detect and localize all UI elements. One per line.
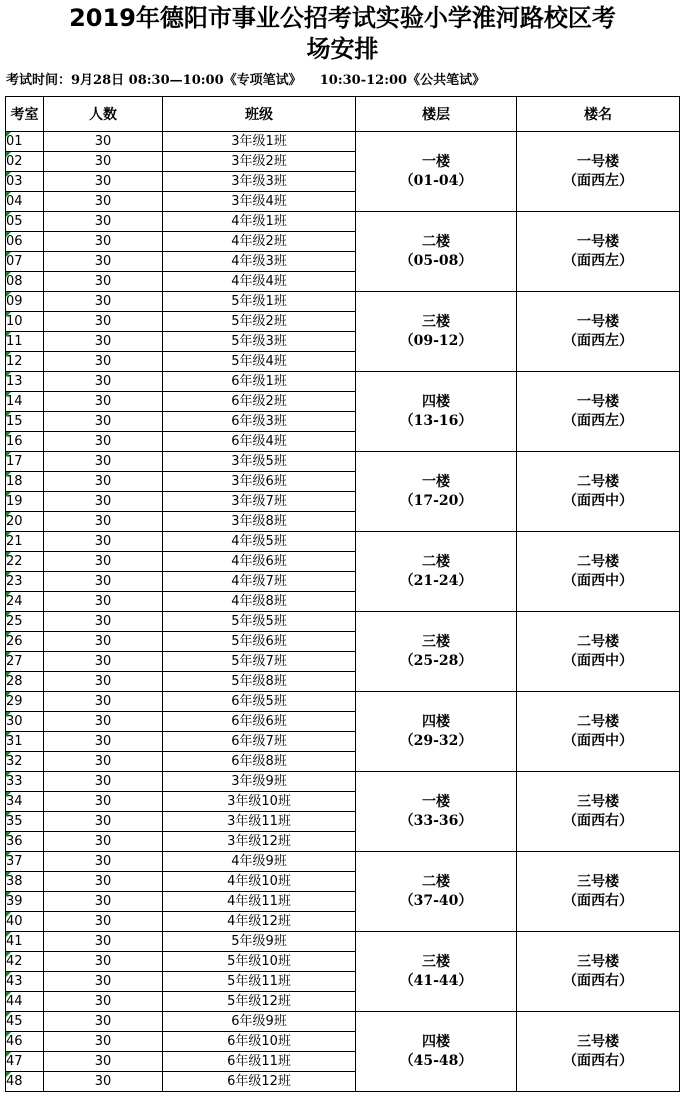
building-side: （面西左） [563,332,633,349]
count-cell: 30 [44,872,163,892]
room-cell: 05 [6,212,44,232]
class-cell: 3年级2班 [163,152,356,172]
table-row [6,612,680,632]
class-cell: 5年级7班 [163,652,356,672]
class-cell: 5年级4班 [163,352,356,372]
room-cell: 47 [6,1052,44,1072]
building-name: 一号楼 [577,233,619,250]
floor-cell [356,452,517,532]
room-cell: 12 [6,352,44,372]
class-cell: 4年级1班 [163,212,356,232]
class-cell: 5年级12班 [163,992,356,1012]
floor-cell [356,852,517,932]
building-name: 二号楼 [577,633,619,650]
count-cell: 30 [44,312,163,332]
count-cell: 30 [44,272,163,292]
class-cell: 3年级5班 [163,452,356,472]
table-row [6,852,680,872]
page-title [0,0,685,65]
room-cell: 39 [6,892,44,912]
room-cell: 48 [6,1072,44,1092]
title-line-1: 2019年德阳市事业公招考试实验小学淮河路校区考 [69,4,616,32]
room-cell: 45 [6,1012,44,1032]
class-cell: 6年级5班 [163,692,356,712]
class-cell: 6年级9班 [163,1012,356,1032]
table-row [6,532,680,552]
floor-cell [356,1012,517,1092]
count-cell: 30 [44,472,163,492]
count-cell: 30 [44,692,163,712]
class-cell: 4年级3班 [163,252,356,272]
floor-label: 三楼 [422,633,450,650]
room-cell: 23 [6,572,44,592]
count-cell: 30 [44,952,163,972]
room-cell: 01 [6,132,44,152]
class-cell: 6年级4班 [163,432,356,452]
building-side: （面西中） [563,572,633,589]
room-cell: 22 [6,552,44,572]
header-room: 考室 [6,97,44,132]
room-cell: 33 [6,772,44,792]
room-cell: 34 [6,792,44,812]
header-count: 人数 [44,97,163,132]
room-range: （01-04） [399,172,473,189]
room-range: （33-36） [399,812,473,829]
room-cell: 08 [6,272,44,292]
count-cell: 30 [44,592,163,612]
count-cell: 30 [44,632,163,652]
exam-arrangement-table [5,96,680,1092]
exam-time: 考试时间：9月28日 08:30—10:00《专项笔试》 10:30-12:00《公共笔试》 [6,73,486,88]
count-cell: 30 [44,552,163,572]
count-cell: 30 [44,232,163,252]
room-range: （41-44） [399,972,473,989]
count-cell: 30 [44,772,163,792]
room-range: （17-20） [399,492,473,509]
class-cell: 6年级2班 [163,392,356,412]
building-side: （面西右） [563,892,633,909]
room-cell: 42 [6,952,44,972]
class-cell: 5年级6班 [163,632,356,652]
floor-cell [356,212,517,292]
building-name: 一号楼 [577,153,619,170]
header-building: 楼名 [517,97,680,132]
class-cell: 5年级11班 [163,972,356,992]
class-cell: 6年级8班 [163,752,356,772]
room-cell: 43 [6,972,44,992]
floor-label: 四楼 [422,393,450,410]
room-cell: 38 [6,872,44,892]
building-cell [517,132,680,212]
count-cell: 30 [44,192,163,212]
floor-cell [356,932,517,1012]
room-cell: 06 [6,232,44,252]
floor-cell [356,372,517,452]
building-name: 三号楼 [577,1033,619,1050]
count-cell: 30 [44,832,163,852]
room-cell: 04 [6,192,44,212]
count-cell: 30 [44,392,163,412]
count-cell: 30 [44,652,163,672]
class-cell: 5年级1班 [163,292,356,312]
floor-label: 二楼 [422,553,450,570]
building-cell [517,692,680,772]
room-range: （13-16） [399,412,473,429]
header-floor: 楼层 [356,97,517,132]
floor-cell [356,532,517,612]
room-cell: 17 [6,452,44,472]
count-cell: 30 [44,512,163,532]
building-cell [517,372,680,452]
count-cell: 30 [44,992,163,1012]
class-cell: 3年级4班 [163,192,356,212]
table-row [6,932,680,952]
class-cell: 4年级6班 [163,552,356,572]
class-cell: 5年级9班 [163,932,356,952]
building-side: （面西中） [563,732,633,749]
room-cell: 14 [6,392,44,412]
class-cell: 4年级11班 [163,892,356,912]
room-cell: 30 [6,712,44,732]
building-name: 二号楼 [577,473,619,490]
count-cell: 30 [44,252,163,272]
room-cell: 07 [6,252,44,272]
class-cell: 4年级7班 [163,572,356,592]
class-cell: 4年级4班 [163,272,356,292]
count-cell: 30 [44,912,163,932]
floor-cell [356,292,517,372]
room-range: （09-12） [399,332,473,349]
count-cell: 30 [44,212,163,232]
count-cell: 30 [44,452,163,472]
room-range: （45-48） [399,1052,473,1069]
room-cell: 46 [6,1032,44,1052]
class-cell: 3年级7班 [163,492,356,512]
count-cell: 30 [44,1012,163,1032]
building-name: 三号楼 [577,873,619,890]
room-cell: 25 [6,612,44,632]
class-cell: 4年级10班 [163,872,356,892]
room-cell: 13 [6,372,44,392]
building-name: 一号楼 [577,313,619,330]
building-name: 一号楼 [577,393,619,410]
building-cell [517,1012,680,1092]
class-cell: 3年级11班 [163,812,356,832]
room-cell: 40 [6,912,44,932]
floor-cell [356,692,517,772]
floor-label: 三楼 [422,953,450,970]
count-cell: 30 [44,432,163,452]
building-side: （面西左） [563,412,633,429]
building-cell [517,532,680,612]
building-cell [517,452,680,532]
room-cell: 24 [6,592,44,612]
building-side: （面西右） [563,1052,633,1069]
room-cell: 29 [6,692,44,712]
room-cell: 10 [6,312,44,332]
room-cell: 37 [6,852,44,872]
floor-label: 一楼 [422,153,450,170]
class-cell: 6年级1班 [163,372,356,392]
room-cell: 16 [6,432,44,452]
class-cell: 5年级2班 [163,312,356,332]
class-cell: 4年级5班 [163,532,356,552]
floor-label: 三楼 [422,313,450,330]
class-cell: 6年级6班 [163,712,356,732]
floor-label: 二楼 [422,873,450,890]
room-range: （29-32） [399,732,473,749]
building-side: （面西中） [563,492,633,509]
room-cell: 15 [6,412,44,432]
floor-label: 四楼 [422,713,450,730]
building-name: 三号楼 [577,953,619,970]
header-class: 班级 [163,97,356,132]
count-cell: 30 [44,1072,163,1092]
room-cell: 19 [6,492,44,512]
class-cell: 3年级9班 [163,772,356,792]
class-cell: 5年级10班 [163,952,356,972]
table-row [6,772,680,792]
room-cell: 32 [6,752,44,772]
count-cell: 30 [44,672,163,692]
count-cell: 30 [44,292,163,312]
room-cell: 44 [6,992,44,1012]
room-cell: 18 [6,472,44,492]
floor-cell [356,772,517,852]
count-cell: 30 [44,732,163,752]
building-cell [517,852,680,932]
class-cell: 5年级8班 [163,672,356,692]
building-name: 二号楼 [577,713,619,730]
table-row [6,132,680,152]
count-cell: 30 [44,492,163,512]
room-cell: 21 [6,532,44,552]
count-cell: 30 [44,412,163,432]
count-cell: 30 [44,1052,163,1072]
building-side: （面西中） [563,652,633,669]
table-row [6,372,680,392]
building-side: （面西右） [563,972,633,989]
floor-label: 四楼 [422,1033,450,1050]
building-side: （面西左） [563,172,633,189]
building-name: 二号楼 [577,553,619,570]
class-cell: 3年级12班 [163,832,356,852]
table-body [6,132,680,1092]
count-cell: 30 [44,532,163,552]
room-cell: 20 [6,512,44,532]
building-cell [517,292,680,372]
building-cell [517,772,680,852]
count-cell: 30 [44,612,163,632]
floor-cell [356,612,517,692]
count-cell: 30 [44,1032,163,1052]
class-cell: 3年级6班 [163,472,356,492]
count-cell: 30 [44,372,163,392]
room-cell: 11 [6,332,44,352]
class-cell: 4年级9班 [163,852,356,872]
count-cell: 30 [44,332,163,352]
count-cell: 30 [44,812,163,832]
building-side: （面西左） [563,252,633,269]
class-cell: 4年级2班 [163,232,356,252]
class-cell: 3年级8班 [163,512,356,532]
count-cell: 30 [44,352,163,372]
table-row [6,692,680,712]
table-row [6,1012,680,1032]
count-cell: 30 [44,152,163,172]
floor-label: 一楼 [422,793,450,810]
count-cell: 30 [44,792,163,812]
class-cell: 5年级5班 [163,612,356,632]
class-cell: 6年级11班 [163,1052,356,1072]
room-range: （21-24） [399,572,473,589]
class-cell: 6年级12班 [163,1072,356,1092]
room-cell: 09 [6,292,44,312]
class-cell: 3年级1班 [163,132,356,152]
building-side: （面西右） [563,812,633,829]
building-cell [517,932,680,1012]
floor-label: 二楼 [422,233,450,250]
class-cell: 4年级12班 [163,912,356,932]
building-cell [517,612,680,692]
class-cell: 6年级7班 [163,732,356,752]
count-cell: 30 [44,572,163,592]
class-cell: 3年级3班 [163,172,356,192]
table-row [6,212,680,232]
count-cell: 30 [44,752,163,772]
room-cell: 41 [6,932,44,952]
room-range: （37-40） [399,892,473,909]
class-cell: 3年级10班 [163,792,356,812]
class-cell: 6年级10班 [163,1032,356,1052]
count-cell: 30 [44,712,163,732]
class-cell: 4年级8班 [163,592,356,612]
room-cell: 28 [6,672,44,692]
title-line-2: 场安排 [306,35,379,63]
room-cell: 27 [6,652,44,672]
floor-cell [356,132,517,212]
building-name: 三号楼 [577,793,619,810]
room-cell: 26 [6,632,44,652]
table-header-row [6,97,680,132]
count-cell: 30 [44,132,163,152]
room-cell: 03 [6,172,44,192]
table-row [6,452,680,472]
room-range: （05-08） [399,252,473,269]
room-cell: 35 [6,812,44,832]
room-cell: 02 [6,152,44,172]
room-cell: 31 [6,732,44,752]
count-cell: 30 [44,932,163,952]
room-cell: 36 [6,832,44,852]
count-cell: 30 [44,892,163,912]
class-cell: 6年级3班 [163,412,356,432]
building-cell [517,212,680,292]
table-row [6,292,680,312]
count-cell: 30 [44,852,163,872]
class-cell: 5年级3班 [163,332,356,352]
floor-label: 一楼 [422,473,450,490]
count-cell: 30 [44,172,163,192]
room-range: （25-28） [399,652,473,669]
count-cell: 30 [44,972,163,992]
